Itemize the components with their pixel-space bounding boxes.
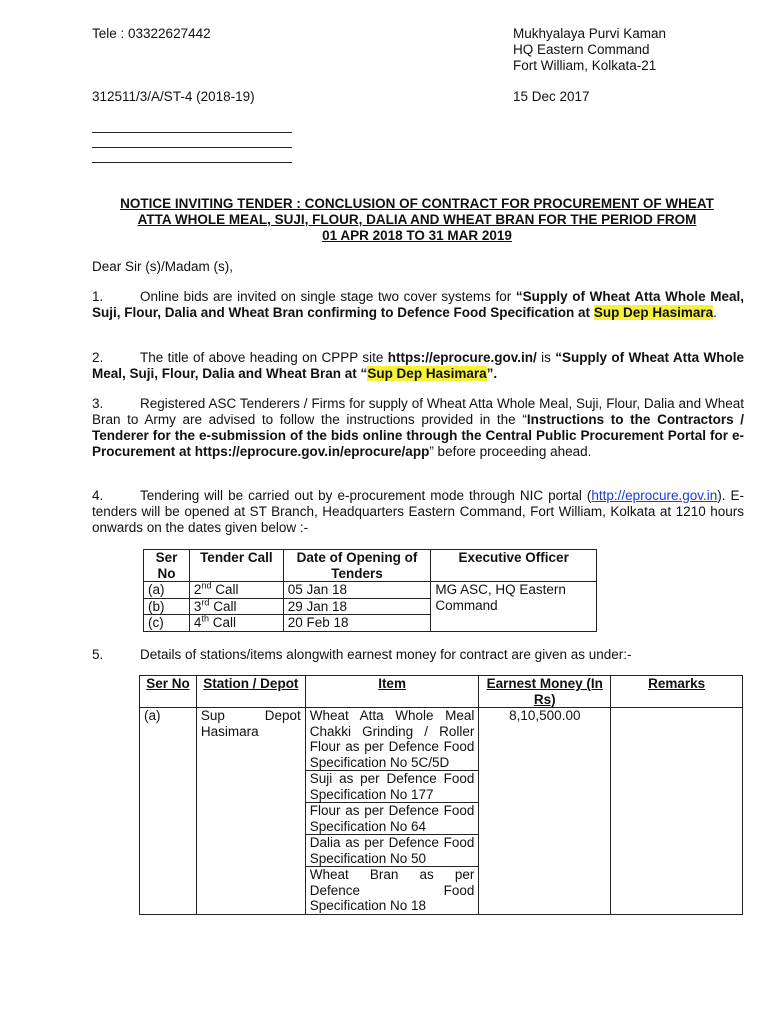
header-ser-no: Ser No	[140, 676, 197, 708]
call-word: Call	[209, 598, 237, 614]
para-number: 3.	[92, 396, 104, 411]
address-line: HQ Eastern Command	[513, 42, 650, 57]
salutation: Dear Sir (s)/Madam (s),	[92, 259, 234, 274]
remarks-cell	[611, 708, 743, 915]
subject-heading	[92, 196, 742, 244]
sender-address	[513, 26, 666, 74]
address-line: Mukhyalaya Purvi Kaman	[513, 26, 667, 41]
para-text: Details of stations/items alongwith earnest money for contract are given as under:-	[140, 647, 632, 662]
item-cell: Dalia as per Defence Food Specification No 50	[305, 835, 479, 867]
paragraph-5	[92, 647, 744, 663]
table-row	[140, 708, 743, 771]
paragraph-4	[92, 488, 744, 536]
header-station-depot: Station / Depot	[196, 676, 305, 708]
subject-line: NOTICE INVITING TENDER : CONCLUSION OF CONTRACT FOR PROCUREMENT OF WHEAT	[120, 196, 714, 211]
item-cell: Wheat Atta Whole Meal Chakki Grinding / Roller Flour as per Defence Food Specification No 5C/5D	[305, 708, 479, 771]
call-number: 3	[193, 598, 202, 614]
header-executive-officer: Executive Officer	[431, 550, 597, 582]
call-suffix: rd	[201, 597, 210, 607]
call-suffix: th	[201, 613, 209, 624]
item-cell: Wheat Bran as per Defence Food Specification No 18	[305, 867, 479, 915]
table-header-row	[144, 550, 597, 582]
call-suffix: nd	[201, 580, 212, 591]
header-earnest-money: Earnest Money (In Rs)	[479, 676, 611, 708]
date-cell: 20 Feb 18	[283, 615, 431, 632]
para-text: Tendering will be carried out by e-procurement mode through NIC portal (	[140, 488, 592, 503]
subject-line: 01 APR 2018 TO 31 MAR 2019	[322, 228, 512, 243]
tender-call-cell	[189, 582, 283, 599]
para-bold-text: “Supply of Wheat Atta Whole Meal, Suji, Flour, Dalia and Wheat Bran confirming to Defence Food Specification at	[92, 289, 744, 320]
para-text: .	[713, 305, 717, 320]
earnest-money-cell: 8,10,500.00	[479, 708, 611, 915]
call-number: 4	[193, 615, 202, 630]
para-number: 2.	[92, 350, 104, 365]
blank-address-line	[92, 132, 292, 133]
address-line: Fort William, Kolkata-21	[513, 58, 657, 73]
para-text: ” before proceeding ahead.	[429, 444, 592, 459]
paragraph-1	[92, 289, 744, 321]
paragraph-2	[92, 350, 744, 382]
highlighted-depot: Sup Dep Hasimara	[593, 305, 714, 320]
tele-number: Tele : 03322627442	[92, 26, 211, 41]
call-word: Call	[208, 615, 236, 630]
subject-line: ATTA WHOLE MEAL, SUJI, FLOUR, DALIA AND WHEAT BRAN FOR THE PERIOD FROM	[137, 212, 697, 227]
para-text: The title of above heading on CPPP site	[140, 350, 388, 365]
item-cell: Flour as per Defence Food Specification No 64	[305, 803, 479, 835]
call-number: 2	[193, 582, 202, 597]
para-bold-text: “Supply of Wheat Atta Whole Meal, Suji, Flour, Dalia and Wheat Bran at “	[92, 350, 744, 381]
item-cell: Suji as per Defence Food Specification No 177	[305, 771, 479, 803]
tender-call-cell	[189, 598, 283, 615]
date-cell: 05 Jan 18	[283, 582, 431, 599]
earnest-money-table	[139, 675, 743, 915]
blank-address-line	[92, 147, 292, 148]
tender-call-cell	[189, 615, 283, 632]
para-text: Online bids are invited on single stage two cover systems for	[140, 289, 516, 304]
header-item: Item	[305, 676, 479, 708]
header-opening-date: Date of Opening of Tenders	[283, 550, 431, 582]
para-text: ). E-tenders will be opened at ST Branch, Headquarters Eastern Command, Fort William, Kolkata at 1210 hours onwards on the dates given below :-	[92, 488, 744, 535]
para-text: ”.	[486, 366, 498, 381]
letter-date: 15 Dec 2017	[513, 89, 590, 104]
table-header-row	[140, 676, 743, 708]
station-cell: Sup Depot Hasimara	[196, 708, 305, 915]
tender-call-table	[143, 549, 597, 632]
officer-cell: MG ASC, HQ Eastern Command	[431, 582, 597, 632]
header-tender-call: Tender Call	[189, 550, 283, 582]
ser-cell: (c)	[144, 615, 190, 632]
para-number: 4.	[92, 488, 104, 503]
header-remarks: Remarks	[611, 676, 743, 708]
cppp-site: https://eprocure.gov.in/	[387, 350, 537, 365]
date-cell: 29 Jan 18	[283, 598, 431, 615]
call-word: Call	[211, 582, 239, 597]
ser-cell: (a)	[144, 582, 190, 599]
highlighted-depot: Sup Dep Hasimara	[367, 366, 487, 381]
blank-address-line	[92, 162, 292, 163]
para-number: 1.	[92, 289, 104, 304]
para-text: Registered ASC Tenderers / Firms for supply of Wheat Atta Whole Meal, Suji, Flour, Dalia and Wheat Bran to Army are advised to follow the instructions provided in the “	[92, 396, 744, 427]
header-ser-no: Ser No	[144, 550, 190, 582]
nic-portal-link[interactable]: http://eprocure.gov.in	[591, 488, 718, 503]
para-bold-text: Instructions to the Contractors / Tenderer for the e-submission of the bids online through the Central Public Procurement Portal for e-Procurement at https://eprocure.gov.in/eprocure/app	[92, 412, 745, 459]
paragraph-3	[92, 396, 744, 460]
para-text: is	[536, 350, 556, 365]
ser-cell: (a)	[140, 708, 197, 915]
para-number: 5.	[92, 647, 104, 662]
reference-number: 312511/3/A/ST-4 (2018-19)	[92, 89, 255, 104]
table-row	[144, 582, 597, 599]
ser-cell: (b)	[144, 598, 190, 615]
